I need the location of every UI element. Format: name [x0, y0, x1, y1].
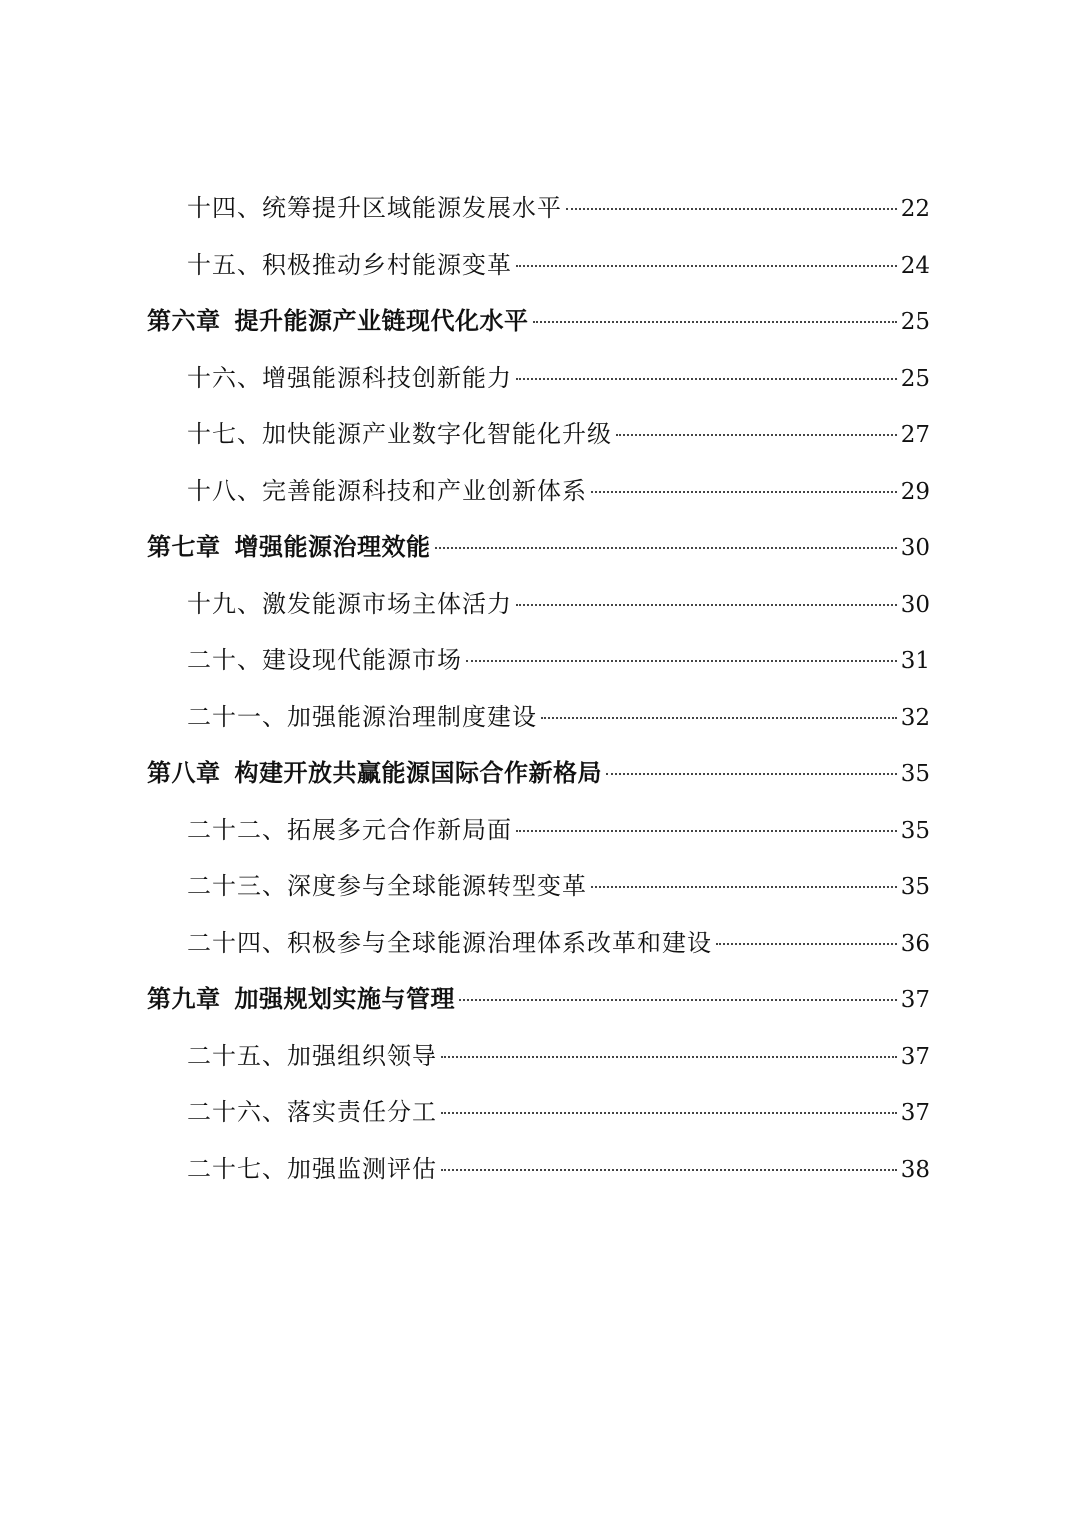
toc-entry[interactable]	[0, 1084, 1080, 1141]
toc-entry[interactable]	[0, 350, 1080, 407]
toc-chapter-number: 第七章	[147, 532, 221, 561]
toc-page-number: 25	[900, 365, 930, 392]
toc-page-number: 32	[900, 704, 930, 731]
toc-entry-title: 十八、完善能源科技和产业创新体系	[187, 476, 587, 505]
toc-entry-title: 二十二、拓展多元合作新局面	[187, 815, 512, 844]
toc-chapter-entry[interactable]	[0, 971, 1080, 1028]
toc-chapter-title: 加强规划实施与管理	[234, 984, 455, 1013]
toc-entry[interactable]	[0, 802, 1080, 859]
toc-chapter-heading	[147, 745, 602, 802]
toc-page-number: 35	[900, 817, 930, 844]
toc-chapter-entry[interactable]	[0, 293, 1080, 350]
toc-chapter-title: 增强能源治理效能	[234, 532, 431, 561]
toc-chapter-number: 第八章	[147, 758, 221, 787]
toc-entry-title: 二十、建设现代能源市场	[187, 646, 462, 674]
toc-entry-title: 二十五、加强组织领导	[187, 1041, 437, 1070]
toc-dot-leader	[466, 660, 897, 662]
toc-page-number: 25	[900, 309, 930, 335]
toc-page-number: 30	[900, 591, 930, 618]
toc-entry-title: 二十七、加强监测评估	[187, 1154, 437, 1183]
toc-dot-leader	[591, 886, 897, 888]
toc-dot-leader	[533, 321, 897, 323]
toc-dot-leader	[541, 717, 897, 719]
toc-entry[interactable]	[0, 576, 1080, 633]
toc-page-number: 22	[900, 196, 930, 222]
toc-chapter-number: 第六章	[147, 306, 221, 335]
toc-page-number: 27	[900, 422, 930, 448]
toc-page-number: 31	[900, 648, 930, 674]
toc-chapter-title: 构建开放共赢能源国际合作新格局	[234, 758, 602, 787]
toc-entry[interactable]	[0, 180, 1080, 237]
toc-entry[interactable]	[0, 463, 1080, 520]
toc-entry[interactable]	[0, 1141, 1080, 1198]
toc-entry[interactable]	[0, 689, 1080, 746]
toc-entry[interactable]	[0, 1028, 1080, 1085]
toc-chapter-heading	[147, 519, 431, 576]
toc-dot-leader	[441, 1112, 897, 1114]
toc-entry-title: 二十四、积极参与全球能源治理体系改革和建设	[187, 928, 712, 957]
toc-dot-leader	[516, 265, 897, 267]
toc-page-number: 30	[900, 535, 930, 561]
toc-page-number: 37	[900, 1043, 930, 1070]
toc-chapter-entry[interactable]	[0, 519, 1080, 576]
toc-dot-leader	[616, 434, 897, 436]
toc-entry-title: 十五、积极推动乡村能源变革	[187, 250, 512, 279]
toc-dot-leader	[516, 378, 897, 380]
toc-chapter-heading	[147, 293, 529, 350]
toc-page-number: 36	[900, 930, 930, 957]
toc-page-number: 29	[900, 478, 930, 505]
toc-chapter-heading	[147, 971, 455, 1028]
toc-page-number: 38	[900, 1156, 930, 1183]
toc-dot-leader	[606, 773, 897, 775]
toc-dot-leader	[459, 999, 897, 1001]
toc-entry-title: 十六、增强能源科技创新能力	[187, 363, 512, 392]
toc-page-number: 35	[900, 874, 930, 900]
toc-dot-leader	[591, 491, 897, 493]
toc-entry[interactable]	[0, 858, 1080, 915]
toc-page-number: 37	[900, 1100, 930, 1126]
toc-dot-leader	[441, 1169, 897, 1171]
toc-entry-title: 二十一、加强能源治理制度建设	[187, 702, 537, 731]
toc-dot-leader	[516, 830, 897, 832]
toc-entry-title: 十九、激发能源市场主体活力	[187, 589, 512, 618]
toc-dot-leader	[566, 208, 897, 210]
toc-entry-title: 二十三、深度参与全球能源转型变革	[187, 872, 587, 900]
toc-dot-leader	[435, 547, 897, 549]
toc-page-number: 37	[900, 987, 930, 1013]
toc-chapter-entry[interactable]	[0, 745, 1080, 802]
toc-page-number: 35	[900, 761, 930, 787]
toc-entry[interactable]	[0, 632, 1080, 689]
toc-entry-title: 二十六、落实责任分工	[187, 1098, 437, 1126]
toc-dot-leader	[516, 604, 897, 606]
toc-page-number: 24	[900, 252, 930, 279]
toc-entry[interactable]	[0, 406, 1080, 463]
toc-chapter-title: 提升能源产业链现代化水平	[234, 306, 529, 335]
toc-dot-leader	[716, 943, 897, 945]
toc-entry-title: 十四、统筹提升区域能源发展水平	[187, 194, 562, 222]
toc-entry-title: 十七、加快能源产业数字化智能化升级	[187, 420, 612, 448]
table-of-contents	[0, 180, 1080, 1197]
toc-dot-leader	[441, 1056, 897, 1058]
toc-entry[interactable]	[0, 237, 1080, 294]
toc-entry[interactable]	[0, 915, 1080, 972]
toc-chapter-number: 第九章	[147, 984, 221, 1013]
